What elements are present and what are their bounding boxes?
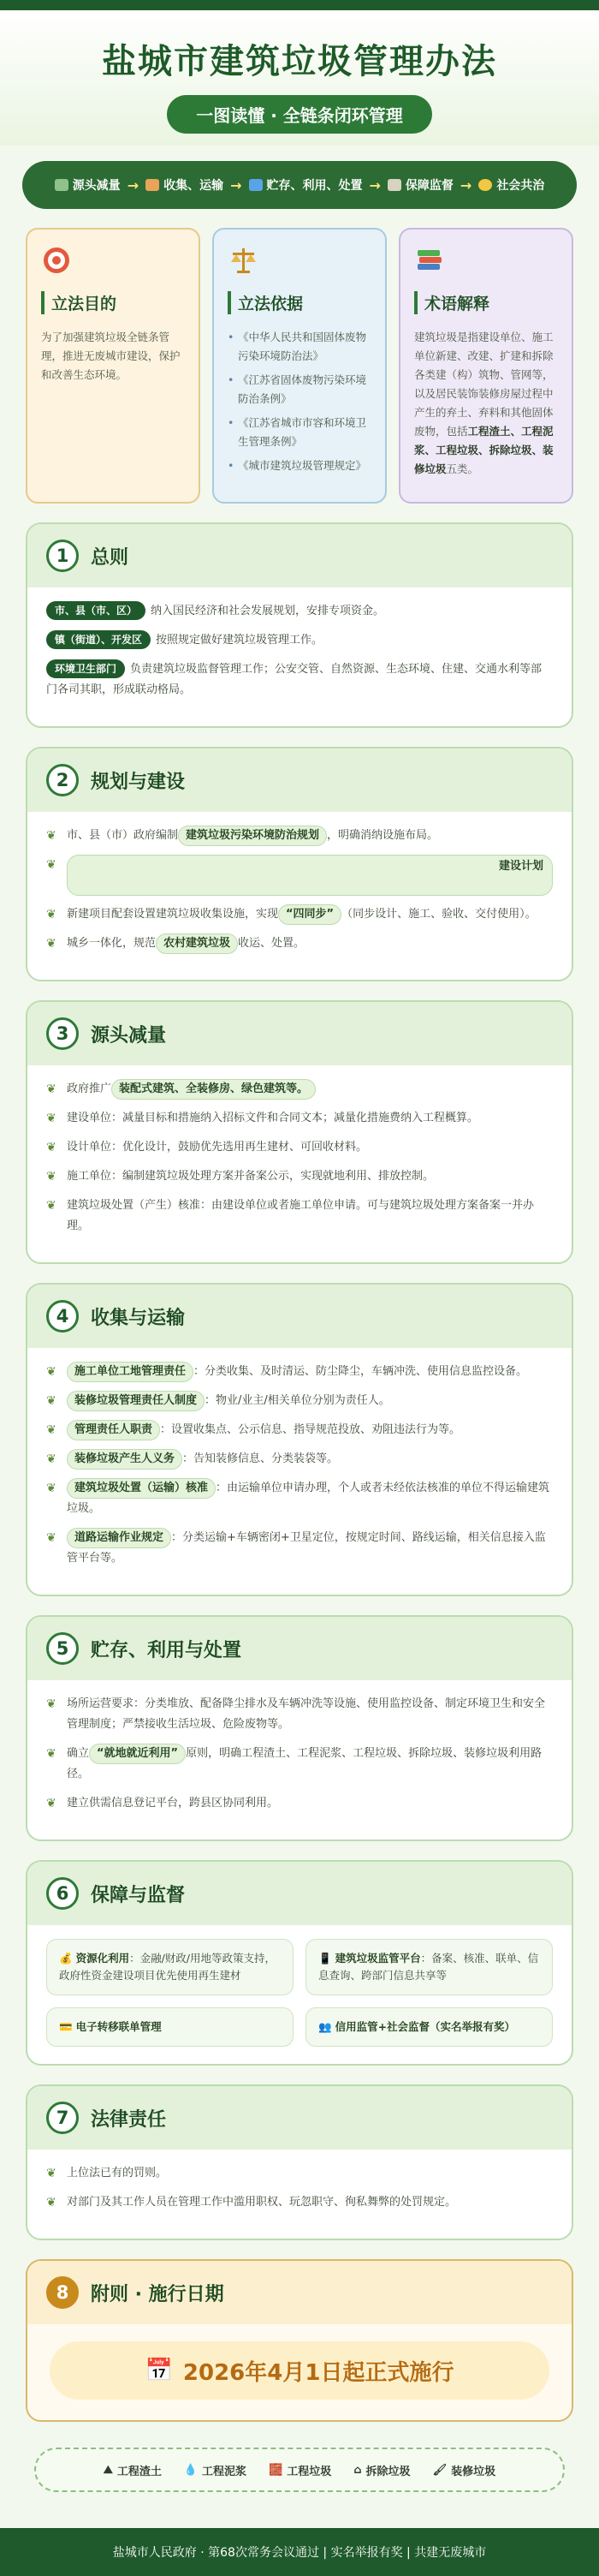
brush-icon: 🖌 — [432, 2463, 448, 2477]
leaf-icon: ❦ — [46, 2196, 56, 2209]
purpose-title: 立法目的 — [41, 291, 185, 314]
section-number: 6 — [46, 1877, 79, 1910]
list-item: ❦ 装修垃圾产生人义务 ：告知装修信息、分类装袋等。 — [46, 1449, 553, 1470]
list-item: ❦ 建筑垃圾处置（产生）核准：由建设单位或者施工单位申请。可与建筑垃圾处理方案备案一并办理。 — [46, 1196, 553, 1237]
section-planning — [26, 747, 573, 981]
policy-box: 💰 资源化利用：金融/财政/用地等政策支持，政府性资金建设项目优先使用再生建材 — [46, 1939, 294, 1995]
leaf-icon: ❦ — [46, 1452, 56, 1466]
list-item: ❦ 施工单位工地管理责任 ：分类收集、及时清运、防尘降尘，车辆冲洗、使用信息监控设备。 — [46, 1362, 553, 1382]
terms-highlight: 工程渣土、工程泥浆、工程垃圾、拆除垃圾、装修垃圾 — [414, 425, 554, 475]
highlight: 农村建筑垃圾 — [156, 933, 238, 954]
basis-list — [228, 328, 371, 475]
house-icon: ⌂ — [353, 2463, 362, 2477]
list-item — [46, 855, 553, 896]
credit-box: 👥 信用监管+社会监督（实名举报有奖） — [305, 2007, 553, 2047]
highlight: “四同步” — [278, 904, 341, 925]
leaf-icon: ❦ — [46, 1423, 56, 1437]
arrow-icon: → — [460, 176, 472, 194]
intro-cards — [26, 228, 573, 504]
list-item: • 《江苏省城市市容和环境卫生管理条例》 — [228, 414, 371, 451]
highlight: 建筑垃圾处置（运输）核准 — [67, 1478, 216, 1499]
list-item: ❦ 城乡一体化，规范 农村建筑垃圾 收运、处置。 — [46, 933, 553, 954]
section-number: 7 — [46, 2102, 79, 2134]
droplet-icon: 💧 — [183, 2463, 199, 2477]
leaf-icon: ❦ — [46, 1112, 56, 1125]
list-item: ❦ 市、县（市）政府编制 建筑垃圾污染环境防治规划 ，明确消纳设施布局。 — [46, 826, 553, 846]
section-title: 收集与运输 — [91, 1307, 186, 1329]
list-item: ❦ 建筑垃圾处置（运输）核准 ：由运输单位申请办理，个人或者未经依法核准的单位不得运输建筑垃圾。 — [46, 1478, 553, 1519]
highlight: 建筑垃圾污染环境防治规划 — [178, 826, 327, 846]
legend-item: 💧 工程泥浆 — [183, 2463, 247, 2478]
card-icon: 💳 — [59, 2020, 73, 2033]
brick-icon: 🧱 — [269, 2463, 283, 2477]
list-item: ❦ 新建项目配套设置建筑垃圾收集设施，实现 “四同步” （同步设计、施工、验收、交付使用）。 — [46, 904, 553, 925]
section-number: 4 — [46, 1300, 79, 1333]
list-item: ❦ 场所运营要求：分类堆放、配备降尘排水及车辆冲洗等设施、使用监控设备、制定环境卫生和安全管理制度；严禁接收生活垃圾、危险废物等。 — [46, 1694, 553, 1735]
truck-icon — [145, 179, 159, 191]
section-number: 2 — [46, 764, 79, 796]
section-number: 3 — [46, 1017, 79, 1050]
leaf-icon: ❦ — [46, 1482, 56, 1495]
terms-title: 术语解释 — [414, 291, 558, 314]
heart-icon — [478, 179, 492, 191]
list-item: 市、县（市、区） 纳入国民经济和社会发展规划，安排专项资金。 — [46, 601, 553, 622]
leaf-icon: ❦ — [46, 1365, 56, 1379]
coin-icon: 💰 — [59, 1952, 73, 1965]
section-title: 总则 — [91, 546, 129, 569]
platform-box: 📱 建筑垃圾监管平台：备案、核准、联单、信息查询、跨部门信息共享等 — [305, 1939, 553, 1995]
section-title: 规划与建设 — [91, 771, 186, 793]
highlight: 道路运输作业规定 — [67, 1528, 171, 1548]
header — [0, 10, 599, 146]
calendar-icon: 📅 — [145, 2358, 173, 2383]
waste-type-legend — [34, 2448, 565, 2492]
list-item: 环境卫生部门 负责建筑垃圾监督管理工作；公安交管、自然资源、生态环境、住建、交通水利等部门各司其职，形成联动格局。 — [46, 659, 553, 701]
flow-step-storage: 贮存、利用、处置 — [249, 176, 363, 194]
section-header — [27, 1617, 572, 1680]
section-supervision — [26, 1860, 573, 2066]
leaf-icon: ❦ — [46, 1394, 56, 1408]
building-icon — [55, 179, 68, 191]
section-number: 1 — [46, 540, 79, 572]
basis-card — [212, 228, 387, 504]
highlight: “就地就近利用” — [89, 1744, 186, 1764]
highlight: 装配式建筑、全装修房、绿色建筑等。 — [111, 1079, 316, 1100]
books-icon — [414, 245, 445, 276]
scales-icon — [228, 245, 258, 276]
section-header — [27, 748, 572, 812]
purpose-text: 为了加强建筑垃圾全链条管理，推进无废城市建设，保护和改善生态环境。 — [41, 331, 181, 381]
list-item: ❦ 建立供需信息登记平台，跨县区协同利用。 — [46, 1793, 553, 1814]
legend-item: ⌂ 拆除垃圾 — [353, 2463, 411, 2478]
top-bar — [0, 0, 599, 10]
section-annex — [26, 2259, 573, 2422]
people-icon: 👥 — [318, 2020, 332, 2033]
arrow-icon: → — [230, 176, 242, 194]
leaf-icon: ❦ — [46, 1141, 56, 1154]
section-title: 贮存、利用与处置 — [91, 1639, 242, 1661]
leaf-icon: ❦ — [46, 1082, 56, 1096]
list-item: ❦ 道路运输作业规定 ：分类运输+车辆密闭+卫星定位，按规定时间、路线运输，相关信息接入监管平台等。 — [46, 1528, 553, 1569]
chart-icon — [388, 179, 401, 191]
effective-date: 📅 2026年4月1日起正式施行 — [50, 2341, 549, 2400]
highlight: 施工单位工地管理责任 — [67, 1362, 193, 1382]
target-icon — [41, 245, 72, 276]
flow-step-society: 社会共治 — [478, 176, 544, 194]
leaf-icon: ❦ — [46, 937, 56, 951]
flow-step-reduction: 源头减量 — [55, 176, 121, 194]
legend-item: ⛰ 工程渣土 — [103, 2463, 162, 2478]
section-header — [27, 1002, 572, 1065]
list-item: • 《中华人民共和国固体废物污染环境防治法》 — [228, 328, 371, 366]
list-item: ❦ 施工单位：编制建筑垃圾处理方案并备案公示，实现就地利用、排放控制。 — [46, 1166, 553, 1187]
highlight: 建设计划 — [67, 855, 553, 896]
section-title: 法律责任 — [91, 2108, 167, 2131]
leaf-icon: ❦ — [46, 1797, 56, 1810]
list-item: ❦ 设计单位：优化设计，鼓励优先选用再生建材、可回收材料。 — [46, 1137, 553, 1158]
leaf-icon: ❦ — [46, 1199, 56, 1213]
role-tag: 市、县（市、区） — [46, 601, 145, 620]
list-item: ❦ 管理责任人职责 ：设置收集点、公示信息、指导规范投放、劝阻违法行为等。 — [46, 1420, 553, 1440]
section-header — [27, 1285, 572, 1348]
list-item: ❦ 确立 “就地就近利用” 原则，明确工程渣土、工程泥浆、工程垃圾、拆除垃圾、装修垃圾利用路径。 — [46, 1744, 553, 1785]
section-reduction — [26, 1000, 573, 1264]
terms-text: 建筑垃圾是指建设单位、施工单位新建、改建、扩建和拆除各类建（构）筑物、管网等，以及居民装饰装修房屋过程中产生的弃土、弃料和其他固体废物，包括工程渣土、工程泥浆、工程垃圾、拆除垃圾、装修垃圾五类。 — [414, 331, 554, 475]
leaf-icon: ❦ — [46, 1170, 56, 1184]
process-flow — [22, 161, 577, 209]
subtitle-pill: 一图读懂 · 全链条闭环管理 — [167, 95, 432, 134]
list-item: 镇（街道）、开发区 按照规定做好建筑垃圾管理工作。 — [46, 630, 553, 651]
purpose-card — [26, 228, 200, 504]
section-header — [27, 2086, 572, 2150]
section-header — [27, 524, 572, 587]
list-item: ❦ 上位法已有的罚则。 — [46, 2163, 553, 2184]
section-header — [27, 2261, 572, 2324]
list-item: ❦ 政府推广 装配式建筑、全装修房、绿色建筑等。 — [46, 1079, 553, 1100]
section-number: 8 — [46, 2276, 79, 2309]
section-title: 附则 · 施行日期 — [91, 2283, 224, 2305]
terms-card — [399, 228, 573, 504]
section-number: 5 — [46, 1632, 79, 1665]
leaf-icon: ❦ — [46, 829, 56, 843]
page-title: 盐城市建筑垃圾管理办法 — [102, 42, 497, 81]
phone-icon: 📱 — [318, 1952, 332, 1965]
mound-icon: ⛰ — [103, 2463, 113, 2477]
legend-item: 🖌 装修垃圾 — [432, 2463, 496, 2478]
highlight: 管理责任人职责 — [67, 1420, 160, 1440]
list-item: ❦ 对部门及其工作人员在管理工作中滥用职权、玩忽职守、徇私舞弊的处罚规定。 — [46, 2192, 553, 2213]
list-item: ❦ 装修垃圾管理责任人制度 ：物业/业主/相关单位分别为责任人。 — [46, 1391, 553, 1411]
leaf-icon: ❦ — [46, 858, 56, 872]
legend-item: 🧱 工程垃圾 — [269, 2463, 332, 2478]
section-title: 保障与监督 — [91, 1884, 186, 1906]
footer: 盐城市人民政府 · 第68次常务会议通过 | 实名举报有奖 | 共建无废城市 — [0, 2528, 599, 2576]
section-storage — [26, 1615, 573, 1841]
role-tag: 镇（街道）、开发区 — [46, 630, 151, 649]
manifest-box: 💳 电子转移联单管理 — [46, 2007, 294, 2047]
recycle-icon — [249, 179, 263, 191]
leaf-icon: ❦ — [46, 1697, 56, 1711]
arrow-icon: → — [127, 176, 139, 194]
list-item: • 《城市建筑垃圾管理规定》 — [228, 456, 371, 475]
basis-title: 立法依据 — [228, 291, 371, 314]
flow-step-transport: 收集、运输 — [145, 176, 223, 194]
list-item: ❦ 建设单位：减量目标和措施纳入招标文件和合同文本；减量化措施费纳入工程概算。 — [46, 1108, 553, 1129]
highlight: 装修垃圾管理责任人制度 — [67, 1391, 205, 1411]
leaf-icon: ❦ — [46, 1531, 56, 1545]
role-tag: 环境卫生部门 — [46, 659, 125, 678]
list-item: • 《江苏省固体废物污染环境防治条例》 — [228, 371, 371, 408]
section-transport — [26, 1283, 573, 1596]
section-header — [27, 1862, 572, 1925]
flow-step-supervision: 保障监督 — [388, 176, 454, 194]
section-liability — [26, 2084, 573, 2240]
leaf-icon: ❦ — [46, 2167, 56, 2180]
arrow-icon: → — [369, 176, 381, 194]
leaf-icon: ❦ — [46, 1747, 56, 1761]
leaf-icon: ❦ — [46, 908, 56, 921]
section-title: 源头减量 — [91, 1024, 167, 1046]
highlight: 装修垃圾产生人义务 — [67, 1449, 182, 1470]
section-general — [26, 522, 573, 728]
